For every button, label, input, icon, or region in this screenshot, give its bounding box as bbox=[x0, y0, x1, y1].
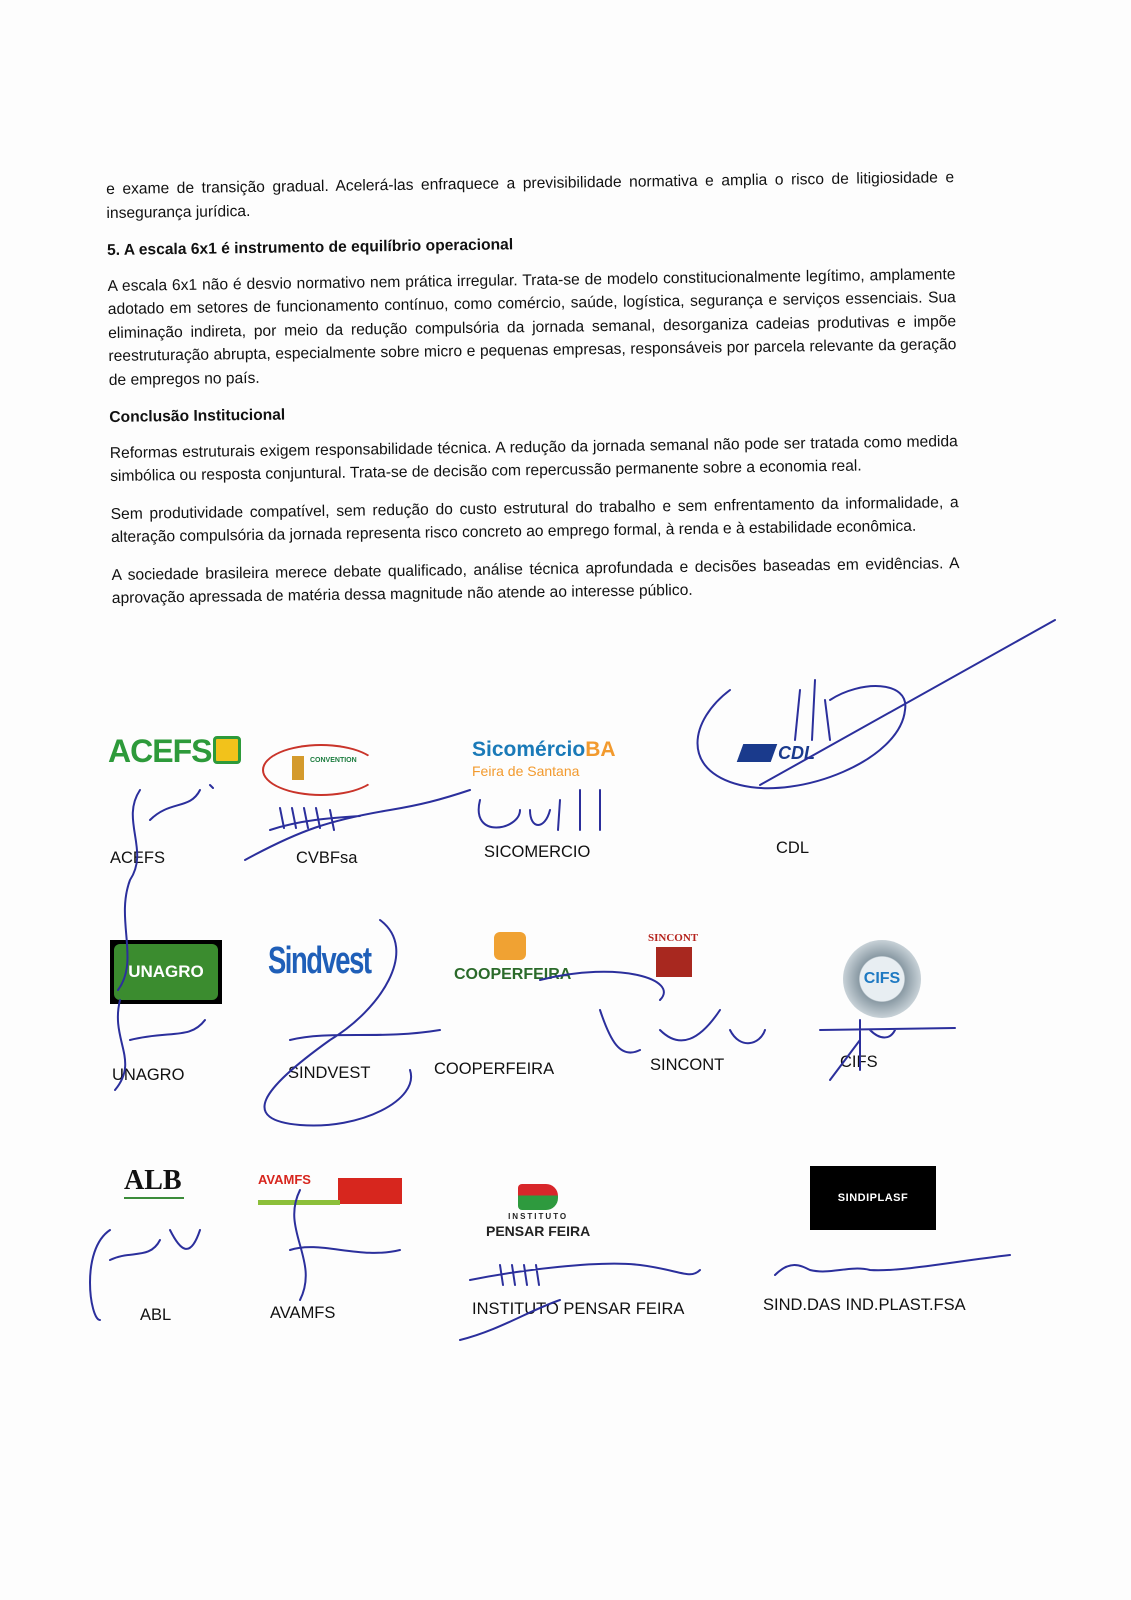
pensar-logo-text: PENSAR FEIRA bbox=[486, 1223, 591, 1239]
cdl-mark-icon bbox=[737, 744, 778, 762]
paragraph: A sociedade brasileira merece debate qualificado, análise técnica aprofundada e decisões baseadas em evidências. A aprovação apressada de matéria dessa magnitude não atende ao interesse público. bbox=[111, 554, 960, 607]
cooperfeira-logo: COOPERFEIRA bbox=[454, 966, 572, 983]
cdl-logo-text: CDL bbox=[778, 743, 815, 763]
sindiplasf-logo: SINDIPLASF bbox=[810, 1166, 936, 1230]
signatory-label: SIND.DAS IND.PLAST.FSA bbox=[763, 1296, 966, 1314]
paragraph: Sem produtividade compatível, sem redução do custo estrutural do trabalho e sem enfrentamento da informalidade, a alteração compulsória da jornada representa risco concreto ao emprego formal, à renda e à estabilidade econômica. bbox=[110, 493, 959, 546]
signatory-label: UNAGRO bbox=[112, 1066, 185, 1084]
signature-sicomercio bbox=[479, 790, 600, 830]
signatory-label: SINDVEST bbox=[288, 1064, 371, 1082]
signatory-label: CVBFsa bbox=[296, 849, 358, 867]
paragraph: A escala 6x1 não é desvio normativo nem prática irregular. Trata-se de modelo constitucionalmente legítimo, amplamente adotado em setores de funcionamento contínuo, como comércio, saúde, logística, segurança e serviços essenciais. Sua eliminação indireta, por meio da redução compulsória da jornada semanal, desorganiza cadeias produtivas e impõe reestruturação abrupta, especialmente sobre micro e pequenas empresas, responsáveis por parcela relevante da geração de empregos no país. bbox=[107, 265, 957, 389]
avamfs-logo bbox=[258, 1172, 311, 1188]
alb-logo bbox=[124, 1166, 184, 1199]
avamfs-logo-text: AVAMFS bbox=[258, 1172, 311, 1187]
avamfs-green-bar bbox=[258, 1200, 340, 1205]
paragraph: Reformas estruturais exigem responsabilidade técnica. A redução da jornada semanal não pode ser tratada como medida simbólica ou resposta conjuntural. Trata-se de decisão com repercussão permanente sobre a economia real. bbox=[109, 432, 958, 485]
signatory-label: AVAMFS bbox=[270, 1304, 336, 1322]
signatory-label: ACEFS bbox=[110, 849, 166, 867]
convention-logo-text: CONVENTION bbox=[310, 757, 357, 764]
sicomercio-logo-text: Sicomércio bbox=[472, 738, 586, 761]
signature-cvbfsa bbox=[245, 790, 470, 860]
sincont-logo bbox=[648, 932, 698, 977]
alb-underline bbox=[124, 1197, 184, 1199]
section-heading: 5. A escala 6x1 é instrumento de equilíbrio operacional bbox=[106, 236, 514, 259]
unagro-logo-text: UNAGRO bbox=[114, 944, 218, 1000]
signatory-label: INSTITUTO PENSAR FEIRA bbox=[472, 1300, 685, 1318]
signatory-label: CIFS bbox=[840, 1053, 878, 1071]
cdl-logo bbox=[740, 742, 815, 764]
convention-mark-icon bbox=[292, 756, 304, 780]
pensar-top-text: INSTITUTO bbox=[508, 1212, 569, 1221]
convention-logo bbox=[262, 744, 380, 796]
signatory-label: ABL bbox=[140, 1306, 172, 1324]
acefs-logo bbox=[108, 733, 241, 769]
pensar-feira-logo bbox=[486, 1184, 590, 1240]
signatory-label: SICOMERCIO bbox=[484, 843, 591, 861]
signatory-label: CDL bbox=[776, 839, 810, 857]
sicomercio-sub-text: Feira de Santana bbox=[472, 763, 580, 779]
paragraph: e exame de transição gradual. Acelerá-las enfraquece a previsibilidade normativa e amplia o risco de litigiosidade e insegurança jurídica. bbox=[106, 169, 955, 222]
signature-avamfs bbox=[290, 1190, 400, 1300]
acefs-logo-text: ACEFS bbox=[108, 733, 212, 769]
avamfs-red-box bbox=[338, 1178, 402, 1204]
document-body bbox=[106, 166, 960, 624]
section-heading: Conclusão Institucional bbox=[109, 406, 286, 426]
unagro-logo bbox=[110, 940, 222, 1004]
signatory-label: COOPERFEIRA bbox=[434, 1060, 555, 1078]
signature-sincont bbox=[540, 972, 765, 1053]
sincont-logo-text: SINCONT bbox=[648, 932, 699, 944]
signatory-label: SINCONT bbox=[650, 1056, 725, 1074]
sicomercio-ba-text: BA bbox=[585, 738, 616, 761]
alb-logo-text: ALB bbox=[124, 1165, 182, 1196]
sindvest-logo: Sindvest bbox=[268, 940, 371, 982]
sicomercio-logo bbox=[472, 738, 616, 780]
cooperfeira-mark-icon bbox=[494, 932, 526, 960]
pensar-mark-icon bbox=[518, 1184, 558, 1210]
cifs-logo: CIFS bbox=[843, 940, 921, 1018]
signature-sindiplasf bbox=[775, 1255, 1010, 1275]
acefs-mark-icon bbox=[213, 736, 241, 764]
sincont-mark-icon bbox=[656, 947, 692, 977]
